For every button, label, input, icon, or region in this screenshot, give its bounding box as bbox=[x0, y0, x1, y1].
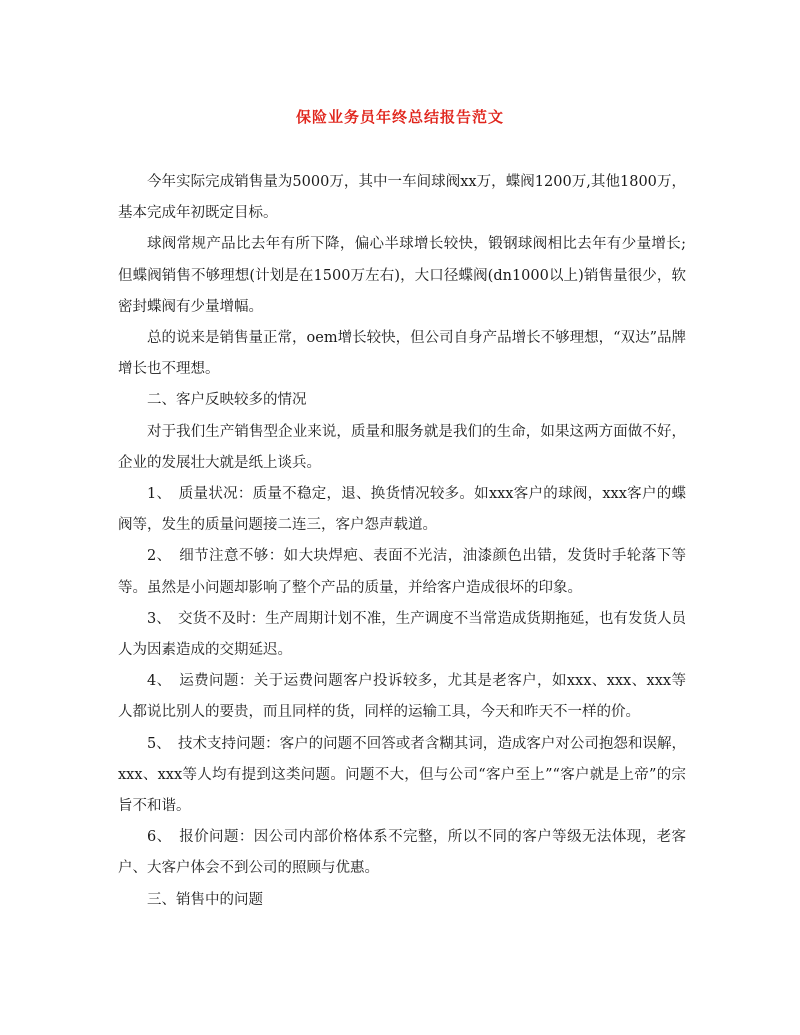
list-item-delivery: 3、 交货不及时：生产周期计划不准，生产调度不当常造成货期拖延，也有发货人员人为因素造成的交期延迟。 bbox=[118, 610, 686, 659]
paragraph-sales-summary: 今年实际完成销售量为5000万，其中一车间球阀xx万，蝶阀1200万,其他1800万，基本完成年初既定目标。 bbox=[118, 174, 686, 222]
document-body bbox=[118, 167, 686, 916]
list-item-details: 2、 细节注意不够：如大块焊疤、表面不光洁，油漆颜色出错，发货时手轮落下等等。虽然是小问题却影响了整个产品的质量，并给客户造成很坏的印象。 bbox=[118, 548, 686, 596]
list-item-pricing: 6、 报价问题：因公司内部价格体系不完整，所以不同的客户等级无法体现，老客户、大客户体会不到公司的照顾与优惠。 bbox=[118, 829, 686, 877]
section-heading-sales-issues: 三、销售中的问题 bbox=[147, 891, 263, 908]
paragraph-overall: 总的说来是销售量正常，oem增长较快，但公司自身产品增长不够理想，“双达”品牌增长也不理想。 bbox=[118, 330, 686, 378]
paragraph-quality-service: 对于我们生产销售型企业来说，质量和服务就是我们的生命，如果这两方面做不好，企业的发展壮大就是纸上谈兵。 bbox=[118, 423, 686, 471]
document-title: 保险业务员年终总结报告范文 bbox=[295, 108, 504, 126]
section-heading-customer-feedback: 二、客户反映较多的情况 bbox=[147, 392, 307, 409]
paragraph-product-trend: 球阀常规产品比去年有所下降，偏心半球增长较快，锻钢球阀相比去年有少量增长;但蝶阀销售不够理想(计划是在1500万左右)，大口径蝶阀(dn1000以上)销售量很少，软密封蝶阀有少量增幅。 bbox=[118, 236, 686, 315]
list-item-tech-support: 5、 技术支持问题：客户的问题不回答或者含糊其词，造成客户对公司抱怨和误解，xxx、xxx等人均有提到这类问题。问题不大，但与公司“客户至上”“客户就是上帝”的宗旨不和谐。 bbox=[118, 735, 686, 815]
list-item-freight: 4、 运费问题：关于运费问题客户投诉较多，尤其是老客户，如xxx、xxx、xxx等人都说比别人的要贵，而且同样的货，同样的运输工具，今天和昨天不一样的价。 bbox=[118, 673, 686, 721]
list-item-quality: 1、 质量状况：质量不稳定，退、换货情况较多。如xxx客户的球阀，xxx客户的蝶阀等，发生的质量问题接二连三，客户怨声载道。 bbox=[118, 486, 686, 534]
